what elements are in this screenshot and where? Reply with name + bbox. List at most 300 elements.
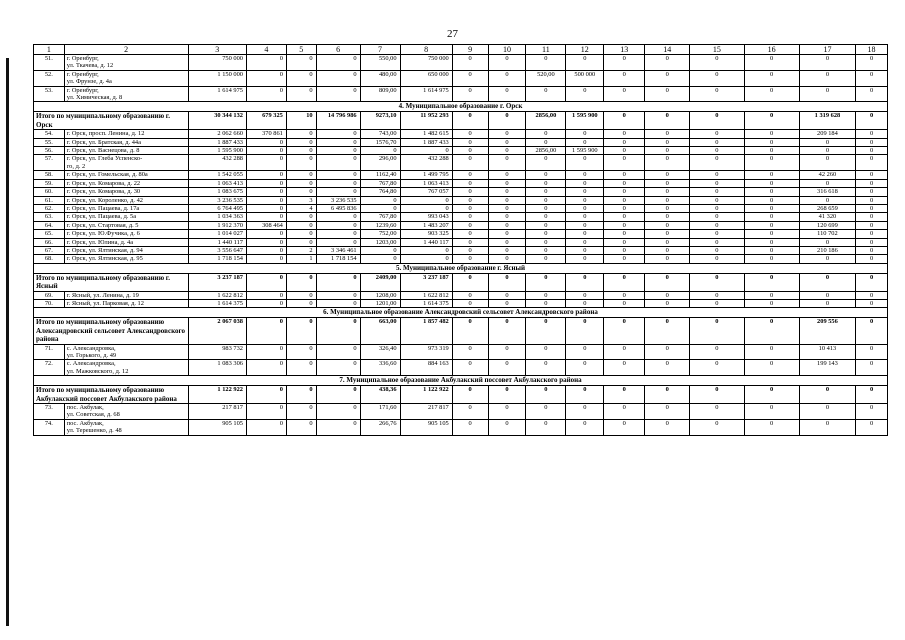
row-value: 1 614 975 xyxy=(188,86,246,102)
row-value: 1 622 812 xyxy=(188,291,246,299)
row-value: 0 xyxy=(604,404,645,420)
row-value: 0 xyxy=(856,138,888,146)
row-address: г. Орск, просп. Ленина, д. 12 xyxy=(64,130,188,138)
table-row xyxy=(34,86,888,102)
table-row xyxy=(34,188,888,196)
row-value: 0 xyxy=(645,230,690,238)
total-value: 209 556 xyxy=(799,318,855,344)
row-value: 0 xyxy=(566,291,604,299)
row-value: 0 xyxy=(744,360,799,376)
row-value: 0 xyxy=(604,86,645,102)
row-value: 0 xyxy=(286,179,316,187)
row-value: 993 043 xyxy=(400,213,452,221)
row-value: 0 xyxy=(316,179,360,187)
total-value: 0 xyxy=(856,112,888,130)
row-value: 0 xyxy=(566,230,604,238)
row-value: 500 000 xyxy=(566,70,604,86)
row-value: 0 xyxy=(566,221,604,229)
row-value: 0 xyxy=(566,238,604,246)
row-value: 0 xyxy=(566,55,604,71)
row-value: 0 xyxy=(856,230,888,238)
row-value: 0 xyxy=(604,299,645,307)
row-value: 0 xyxy=(452,238,488,246)
row-number: 69. xyxy=(34,291,65,299)
total-value: 0 xyxy=(452,273,488,291)
row-value: 0 xyxy=(566,299,604,307)
table-row xyxy=(34,213,888,221)
total-value: 1 595 900 xyxy=(566,112,604,130)
row-value: 884 163 xyxy=(400,360,452,376)
row-value: 0 xyxy=(690,171,744,179)
row-value: 1 440 117 xyxy=(188,238,246,246)
total-value: 1 857 482 xyxy=(400,318,452,344)
row-value: 0 xyxy=(286,404,316,420)
row-value: 0 xyxy=(316,55,360,71)
row-value: 752,00 xyxy=(360,230,400,238)
row-value: 0 xyxy=(526,246,566,254)
row-value: 0 xyxy=(604,179,645,187)
row-number: 70. xyxy=(34,299,65,307)
row-value: 0 xyxy=(488,147,526,155)
column-header: 18 xyxy=(856,45,888,55)
row-value: 0 xyxy=(286,171,316,179)
row-value: 0 xyxy=(488,404,526,420)
row-value: 0 xyxy=(566,171,604,179)
row-value: 1 542 055 xyxy=(188,171,246,179)
row-value: 0 xyxy=(488,188,526,196)
total-value: 0 xyxy=(246,386,286,404)
total-value: 0 xyxy=(286,386,316,404)
row-value: 0 xyxy=(856,255,888,263)
row-value: 0 xyxy=(604,360,645,376)
row-value: 1 595 900 xyxy=(188,147,246,155)
row-value: 0 xyxy=(526,344,566,360)
row-address: г. Орск, ул. Ялтинская, д. 95 xyxy=(64,255,188,263)
section-title: 4. Муниципальное образование г. Орск xyxy=(34,102,888,112)
table-row xyxy=(34,55,888,71)
row-value: 0 xyxy=(604,238,645,246)
row-value: 3 346 461 xyxy=(316,246,360,254)
row-value: 0 xyxy=(799,299,855,307)
row-value: 0 xyxy=(645,188,690,196)
row-value: 42 260 xyxy=(799,171,855,179)
row-value: 0 xyxy=(360,204,400,212)
row-value: 0 xyxy=(744,291,799,299)
row-value: 0 xyxy=(400,196,452,204)
row-value: 0 xyxy=(690,138,744,146)
row-value: 0 xyxy=(856,130,888,138)
total-value: 3 237 187 xyxy=(400,273,452,291)
row-value: 209 184 xyxy=(799,130,855,138)
row-value: 217 817 xyxy=(188,404,246,420)
table-row xyxy=(34,171,888,179)
row-value: 0 xyxy=(246,360,286,376)
table-row xyxy=(34,179,888,187)
total-value: 2409,00 xyxy=(360,273,400,291)
row-value: 0 xyxy=(286,70,316,86)
row-value: 0 xyxy=(645,213,690,221)
total-value: 0 xyxy=(744,112,799,130)
row-number: 56. xyxy=(34,147,65,155)
section-header-row xyxy=(34,376,888,386)
row-value: 0 xyxy=(690,255,744,263)
row-value: 767,80 xyxy=(360,213,400,221)
row-number: 59. xyxy=(34,179,65,187)
row-value: 0 xyxy=(690,70,744,86)
row-address: г. Ясный, ул. Ленина, д. 19 xyxy=(64,291,188,299)
row-value: 0 xyxy=(645,86,690,102)
row-value: 0 xyxy=(566,179,604,187)
total-row xyxy=(34,112,888,130)
column-header: 7 xyxy=(360,45,400,55)
row-value: 1 034 363 xyxy=(188,213,246,221)
total-value: 2856,00 xyxy=(526,112,566,130)
total-value: 0 xyxy=(690,318,744,344)
total-value: 1 122 922 xyxy=(400,386,452,404)
table-row xyxy=(34,204,888,212)
table-row xyxy=(34,196,888,204)
page-number: 27 xyxy=(447,28,458,40)
row-value: 0 xyxy=(488,70,526,86)
row-value: 1 887 433 xyxy=(188,138,246,146)
row-value: 0 xyxy=(488,221,526,229)
row-value: 1 614 375 xyxy=(400,299,452,307)
row-number: 71. xyxy=(34,344,65,360)
row-value: 0 xyxy=(799,70,855,86)
table-row xyxy=(34,419,888,435)
row-address: г. Орск, ул. Васнецова, д. 8 xyxy=(64,147,188,155)
total-value: 30 344 132 xyxy=(188,112,246,130)
total-value: 0 xyxy=(690,386,744,404)
row-address: г. Орск, ул. Короленко, д. 42 xyxy=(64,196,188,204)
row-value: 0 xyxy=(488,246,526,254)
row-address: г. Оренбург, ул. Ткачева, д. 12 xyxy=(64,55,188,71)
row-value: 110 702 xyxy=(799,230,855,238)
column-header-row xyxy=(34,45,888,55)
column-header: 3 xyxy=(188,45,246,55)
row-value: 199 143 xyxy=(799,360,855,376)
total-value: 10 xyxy=(286,112,316,130)
total-value: 0 xyxy=(690,273,744,291)
row-value: 0 xyxy=(400,204,452,212)
row-number: 74. xyxy=(34,419,65,435)
row-value: 0 xyxy=(744,196,799,204)
row-number: 64. xyxy=(34,221,65,229)
row-value: 767 057 xyxy=(400,188,452,196)
row-value: 0 xyxy=(566,196,604,204)
row-value: 316 618 xyxy=(799,188,855,196)
column-header: 10 xyxy=(488,45,526,55)
total-value: 679 325 xyxy=(246,112,286,130)
row-value: 1208,00 xyxy=(360,291,400,299)
row-number: 65. xyxy=(34,230,65,238)
row-value: 0 xyxy=(488,130,526,138)
row-value: 0 xyxy=(645,291,690,299)
row-value: 0 xyxy=(799,196,855,204)
row-value: 432 288 xyxy=(188,155,246,171)
row-value: 0 xyxy=(286,55,316,71)
row-value: 0 xyxy=(744,344,799,360)
row-value: 0 xyxy=(246,246,286,254)
row-address: г. Орск, ул. Гомельская, д. 80а xyxy=(64,171,188,179)
row-value: 480,00 xyxy=(360,70,400,86)
row-value: 0 xyxy=(744,86,799,102)
row-value: 0 xyxy=(566,204,604,212)
row-value: 0 xyxy=(799,419,855,435)
row-value: 743,00 xyxy=(360,130,400,138)
total-value: 0 xyxy=(645,112,690,130)
row-value: 0 xyxy=(286,188,316,196)
row-value: 0 xyxy=(452,230,488,238)
row-value: 0 xyxy=(246,155,286,171)
row-value: 0 xyxy=(856,86,888,102)
row-value: 336,60 xyxy=(360,360,400,376)
row-value: 0 xyxy=(799,404,855,420)
column-header: 6 xyxy=(316,45,360,55)
row-value: 0 xyxy=(488,238,526,246)
page-margin-line xyxy=(6,58,9,626)
row-value: 0 xyxy=(604,130,645,138)
row-value: 0 xyxy=(604,213,645,221)
row-value: 0 xyxy=(452,171,488,179)
row-value: 0 xyxy=(488,419,526,435)
row-value: 0 xyxy=(452,221,488,229)
row-value: 0 xyxy=(690,147,744,155)
row-address: г. Орск, ул. Ялтинская, д. 94 xyxy=(64,246,188,254)
total-value: 0 xyxy=(246,318,286,344)
row-value: 0 xyxy=(452,147,488,155)
table-row xyxy=(34,155,888,171)
row-value: 903 325 xyxy=(400,230,452,238)
row-value: 0 xyxy=(316,155,360,171)
row-value: 0 xyxy=(566,360,604,376)
row-value: 0 xyxy=(316,70,360,86)
row-value: 0 xyxy=(488,360,526,376)
total-value: 0 xyxy=(488,273,526,291)
table-row xyxy=(34,360,888,376)
row-value: 0 xyxy=(856,419,888,435)
row-value: 0 xyxy=(856,171,888,179)
row-value: 0 xyxy=(645,255,690,263)
row-value: 1 614 975 xyxy=(400,86,452,102)
row-value: 0 xyxy=(452,179,488,187)
table-body xyxy=(34,45,888,436)
row-value: 0 xyxy=(604,188,645,196)
row-value: 0 xyxy=(316,188,360,196)
row-number: 58. xyxy=(34,171,65,179)
total-value: 0 xyxy=(744,273,799,291)
row-value: 650 000 xyxy=(400,70,452,86)
column-header: 17 xyxy=(799,45,855,55)
row-value: 0 xyxy=(645,246,690,254)
row-value: 1162,40 xyxy=(360,171,400,179)
total-value: 0 xyxy=(246,273,286,291)
row-number: 55. xyxy=(34,138,65,146)
row-value: 296,00 xyxy=(360,155,400,171)
row-value: 0 xyxy=(526,138,566,146)
total-value: 14 796 986 xyxy=(316,112,360,130)
row-value: 171,60 xyxy=(360,404,400,420)
row-value: 0 xyxy=(566,404,604,420)
row-value: 0 xyxy=(526,130,566,138)
total-value: 0 xyxy=(488,318,526,344)
row-address: г. Орск, ул. Юлина, д. 4а xyxy=(64,238,188,246)
row-value: 0 xyxy=(799,138,855,146)
row-value: 3 xyxy=(286,196,316,204)
table-row xyxy=(34,130,888,138)
total-value: 3 237 187 xyxy=(188,273,246,291)
row-value: 0 xyxy=(645,70,690,86)
row-number: 51. xyxy=(34,55,65,71)
row-value: 0 xyxy=(690,246,744,254)
table-row xyxy=(34,230,888,238)
row-value: 0 xyxy=(316,291,360,299)
row-number: 68. xyxy=(34,255,65,263)
row-value: 0 xyxy=(488,179,526,187)
row-value: 0 xyxy=(690,291,744,299)
row-value: 6 495 836 xyxy=(316,204,360,212)
row-value: 0 xyxy=(856,213,888,221)
row-address: г. Орск, ул. Комарова, д. 30 xyxy=(64,188,188,196)
row-value: 0 xyxy=(488,213,526,221)
row-value: 0 xyxy=(690,204,744,212)
column-header: 9 xyxy=(452,45,488,55)
row-value: 0 xyxy=(744,55,799,71)
row-value: 0 xyxy=(316,419,360,435)
row-value: 0 xyxy=(690,196,744,204)
row-value: 0 xyxy=(246,299,286,307)
row-value: 0 xyxy=(645,360,690,376)
row-value: 973 319 xyxy=(400,344,452,360)
row-value: 0 xyxy=(856,344,888,360)
row-value: 6 764 495 xyxy=(188,204,246,212)
row-value: 0 xyxy=(566,155,604,171)
row-value: 0 xyxy=(316,230,360,238)
table-row xyxy=(34,344,888,360)
row-value: 10 413 xyxy=(799,344,855,360)
row-value: 0 xyxy=(452,138,488,146)
row-value: 0 xyxy=(744,221,799,229)
row-value: 0 xyxy=(690,55,744,71)
total-value: 0 xyxy=(604,386,645,404)
row-value: 41 320 xyxy=(799,213,855,221)
row-value: 0 xyxy=(316,138,360,146)
total-label: Итого по муниципальному образованию г. Ясный xyxy=(34,273,189,291)
row-value: 0 xyxy=(526,238,566,246)
row-value: 0 xyxy=(246,171,286,179)
row-value: 0 xyxy=(566,419,604,435)
row-value: 0 xyxy=(566,213,604,221)
row-value: 0 xyxy=(452,360,488,376)
row-value: 0 xyxy=(246,230,286,238)
row-value: 0 xyxy=(316,171,360,179)
total-value: 0 xyxy=(526,273,566,291)
row-address: с. Александровка, ул. Горького, д. 49 xyxy=(64,344,188,360)
section-title: 6. Муниципальное образование Александровский сельсовет Александровского района xyxy=(34,308,888,318)
row-value: 0 xyxy=(690,230,744,238)
row-number: 54. xyxy=(34,130,65,138)
row-value: 120 699 xyxy=(799,221,855,229)
row-value: 0 xyxy=(604,221,645,229)
row-value: 0 xyxy=(286,238,316,246)
row-value: 0 xyxy=(526,204,566,212)
row-value: 0 xyxy=(452,55,488,71)
row-value: 0 xyxy=(246,291,286,299)
row-value: 1201,00 xyxy=(360,299,400,307)
row-value: 0 xyxy=(360,196,400,204)
row-value: 0 xyxy=(856,221,888,229)
row-value: 1 440 117 xyxy=(400,238,452,246)
row-value: 2 xyxy=(286,246,316,254)
row-value: 326,40 xyxy=(360,344,400,360)
total-row xyxy=(34,273,888,291)
total-value: 0 xyxy=(744,386,799,404)
total-value: 663,00 xyxy=(360,318,400,344)
row-value: 0 xyxy=(604,344,645,360)
row-value: 0 xyxy=(488,291,526,299)
row-value: 0 xyxy=(526,360,566,376)
row-value: 0 xyxy=(316,360,360,376)
row-address: г. Орск, ул. Пацаева, д. 17а xyxy=(64,204,188,212)
row-value: 0 xyxy=(286,221,316,229)
row-value: 0 xyxy=(316,344,360,360)
row-value: 0 xyxy=(690,404,744,420)
row-value: 0 xyxy=(690,360,744,376)
column-header: 14 xyxy=(645,45,690,55)
row-value: 0 xyxy=(566,130,604,138)
column-header: 13 xyxy=(604,45,645,55)
row-value: 0 xyxy=(400,255,452,263)
row-value: 1239,60 xyxy=(360,221,400,229)
row-value: 0 xyxy=(286,360,316,376)
total-value: 0 xyxy=(316,318,360,344)
row-value: 0 xyxy=(246,86,286,102)
row-value: 0 xyxy=(316,147,360,155)
row-value: 0 xyxy=(488,138,526,146)
row-value: 0 xyxy=(645,299,690,307)
total-value: 0 xyxy=(604,112,645,130)
row-value: 0 xyxy=(604,147,645,155)
column-header: 2 xyxy=(64,45,188,55)
row-value: 0 xyxy=(645,179,690,187)
total-value: 0 xyxy=(316,273,360,291)
row-value: 0 xyxy=(246,147,286,155)
section-title: 5. Муниципальное образование г. Ясный xyxy=(34,263,888,273)
row-value: 1 063 413 xyxy=(400,179,452,187)
row-value: 0 xyxy=(488,299,526,307)
row-value: 308 464 xyxy=(246,221,286,229)
row-value: 2856,00 xyxy=(526,147,566,155)
row-value: 0 xyxy=(316,86,360,102)
row-address: пос. Акбулак, ул. Советская, д. 68 xyxy=(64,404,188,420)
row-value: 0 xyxy=(799,55,855,71)
row-value: 0 xyxy=(246,179,286,187)
row-value: 0 xyxy=(452,188,488,196)
row-value: 3 556 647 xyxy=(188,246,246,254)
total-value: 0 xyxy=(286,318,316,344)
total-value: 0 xyxy=(856,318,888,344)
row-value: 0 xyxy=(645,404,690,420)
row-value: 0 xyxy=(566,246,604,254)
row-value: 0 xyxy=(799,155,855,171)
row-value: 0 xyxy=(744,130,799,138)
row-value: 266,76 xyxy=(360,419,400,435)
row-value: 0 xyxy=(604,196,645,204)
row-value: 4 xyxy=(286,204,316,212)
row-value: 0 xyxy=(690,299,744,307)
row-address: с. Александровка, ул. Мажковского, д. 12 xyxy=(64,360,188,376)
row-value: 1 718 154 xyxy=(316,255,360,263)
